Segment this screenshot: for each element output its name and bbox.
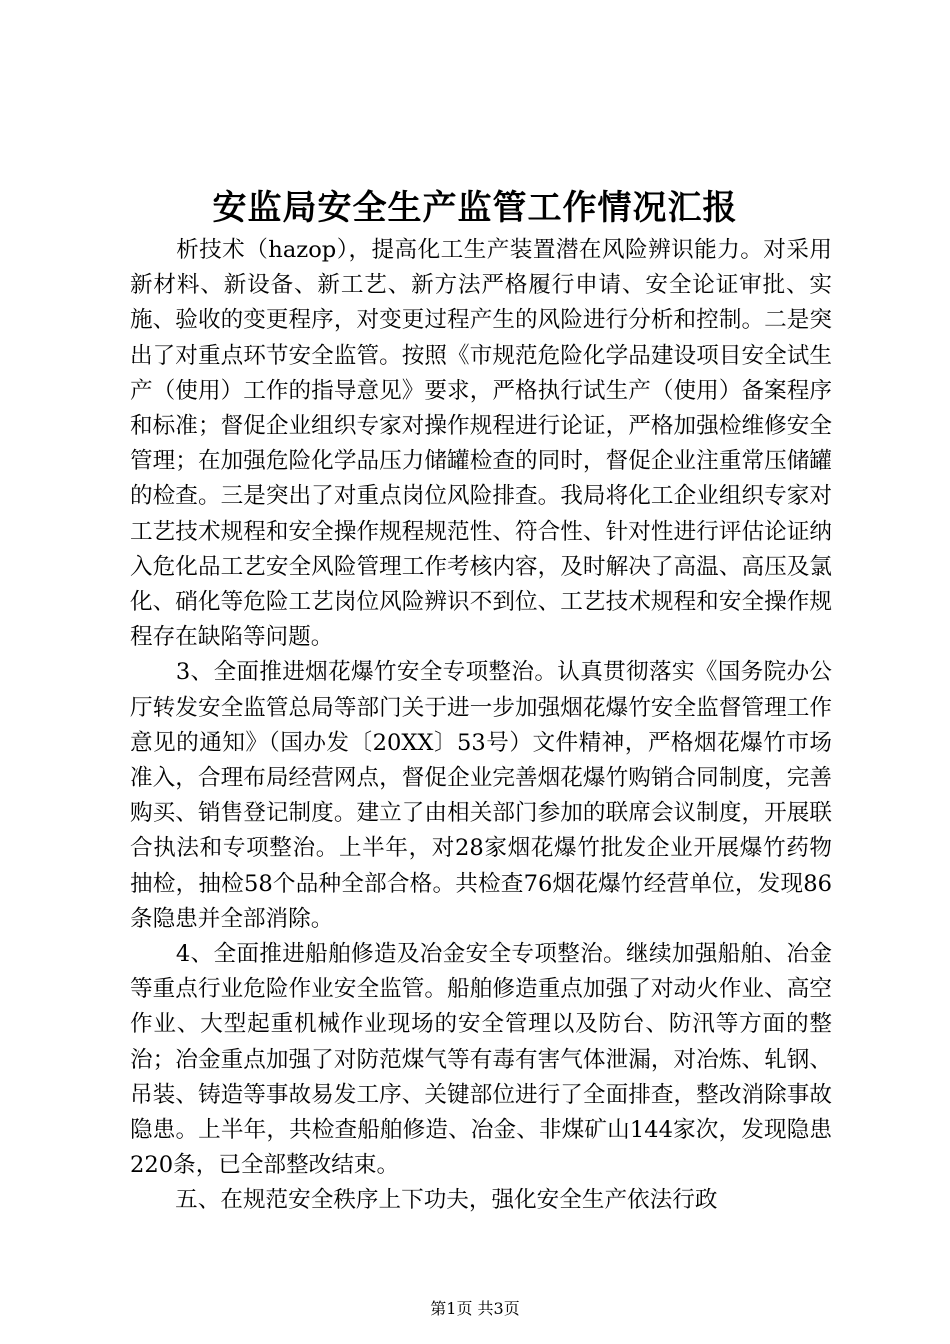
- document-title: 安监局安全生产监管工作情况汇报: [212, 188, 738, 228]
- paragraph-fireworks: 3、全面推进烟花爆竹安全专项整治。认真贯彻落实《国务院办公厅转发安全监管总局等部门关于进一步加强烟花爆竹安全监督管理工作意见的通知》（国办发〔20XX〕53号）文件精神，严格烟花爆竹市场准入，合理布局经营网点，督促企业完善烟花爆竹购销合同制度，完善购买、销售登记制度。建立了由相关部门参加的联席会议制度，开展联合执法和专项整治。上半年，对28家烟花爆竹批发企业开展爆竹药物抽检，抽检58个品种全部合格。共检查76烟花爆竹经营单位，发现86条隐患并全部消除。: [130, 659, 832, 932]
- paragraph-hazop: 析技术（hazop），提高化工生产装置潜在风险辨识能力。对采用新材料、新设备、新工艺、新方法严格履行申请、安全论证审批、实施、验收的变更程序，对变更过程产生的风险进行分析和控制。二是突出了对重点环节安全监管。按照《市规范危险化学品建设项目安全试生产（使用）工作的指导意见》要求，严格执行试生产（使用）备案程序和标准；督促企业组织专家对操作规程进行论证，严格加强检维修安全管理；在加强危险化学品压力储罐检查的同时，督促企业注重常压储罐的检查。三是突出了对重点岗位风险排查。我局将化工企业组织专家对工艺技术规程和安全操作规程规范性、符合性、针对性进行评估论证纳入危化品工艺安全风险管理工作考核内容，及时解决了高温、高压及氯化、硝化等危险工艺岗位风险辨识不到位、工艺技术规程和安全操作规程存在缺陷等问题。: [130, 237, 832, 651]
- document-body: [130, 233, 832, 1219]
- paragraph-section-five: 五、在规范安全秩序上下功夫，强化安全生产依法行政: [130, 1187, 718, 1214]
- paragraph-shipbuilding-metallurgy: 4、全面推进船舶修造及冶金安全专项整治。继续加强船舶、冶金等重点行业危险作业安全监管。船舶修造重点加强了对动火作业、高空作业、大型起重机械作业现场的安全管理以及防台、防汛等方面的整治；冶金重点加强了对防范煤气等有毒有害气体泄漏，对冶炼、轧钢、吊装、铸造等事故易发工序、关键部位进行了全面排查，整改消除事故隐患。上半年，共检查船舶修造、冶金、非煤矿山144家次，发现隐患220条，已全部整改结束。: [130, 941, 832, 1179]
- page-footer: 第1页 共3页: [430, 1299, 520, 1318]
